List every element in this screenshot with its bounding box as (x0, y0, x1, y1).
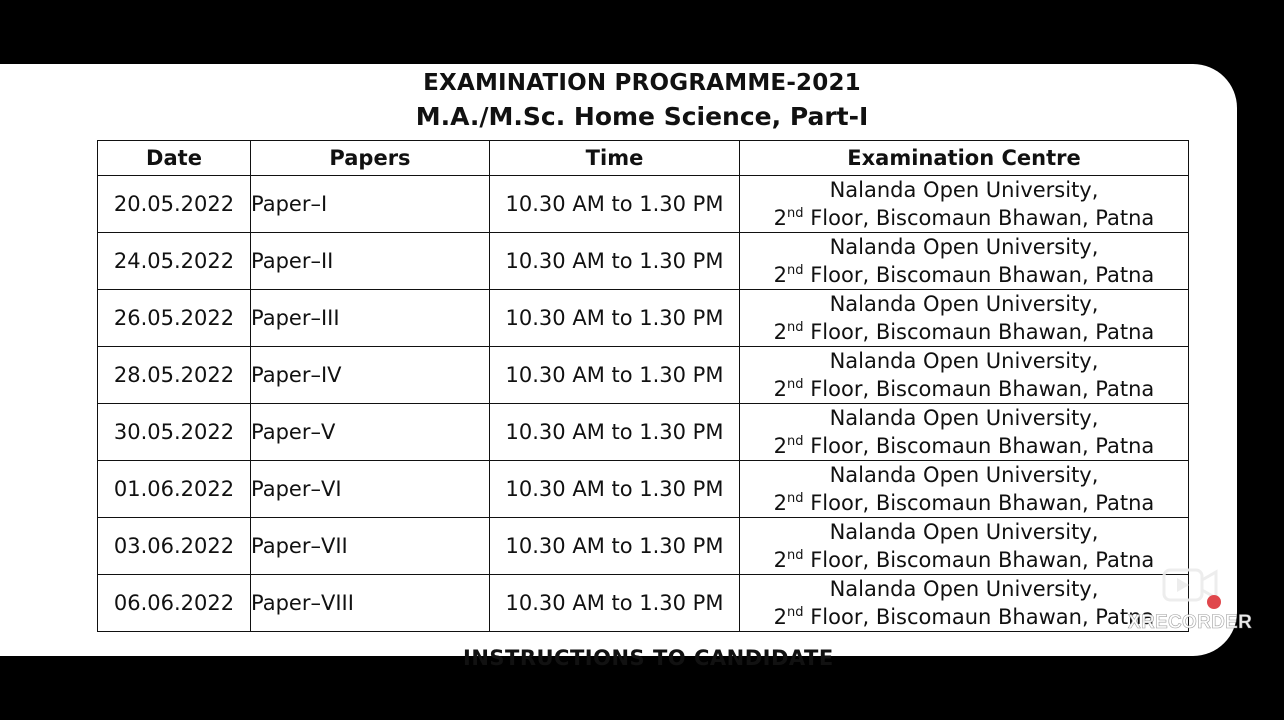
cell-time: 10.30 AM to 1.30 PM (490, 404, 740, 461)
table-row (98, 404, 1189, 461)
centre-floor-number: 2 (773, 320, 788, 344)
centre-floor-number: 2 (773, 548, 788, 572)
centre-name: Nalanda Open University, (829, 406, 1099, 430)
header-centre: Examination Centre (740, 141, 1189, 176)
document-subtitle: M.A./M.Sc. Home Science, Part-I (415, 102, 869, 131)
cell-centre (740, 290, 1189, 347)
centre-address-text: Floor, Biscomaun Bhawan, Patna (803, 320, 1155, 344)
centre-floor-suffix: nd (787, 263, 804, 278)
instructions-heading-partial: INSTRUCTIONS TO CANDIDATE (463, 646, 834, 670)
cell-centre (740, 176, 1189, 233)
table-row (98, 575, 1189, 632)
cell-paper: Paper–VII (251, 518, 490, 575)
cell-time: 10.30 AM to 1.30 PM (490, 233, 740, 290)
centre-floor-number: 2 (773, 206, 788, 230)
centre-address (740, 603, 1188, 631)
document-title: EXAMINATION PROGRAMME-2021 (423, 70, 861, 96)
cell-paper: Paper–VIII (251, 575, 490, 632)
centre-address-text: Floor, Biscomaun Bhawan, Patna (803, 548, 1155, 572)
cell-time: 10.30 AM to 1.30 PM (490, 575, 740, 632)
table-header-row (98, 141, 1189, 176)
table-row (98, 176, 1189, 233)
exam-schedule-table (97, 140, 1189, 632)
cell-date: 20.05.2022 (98, 176, 251, 233)
cell-date: 30.05.2022 (98, 404, 251, 461)
cell-centre (740, 233, 1189, 290)
centre-floor-number: 2 (773, 263, 788, 287)
centre-floor-suffix: nd (787, 320, 804, 335)
cell-date: 26.05.2022 (98, 290, 251, 347)
cell-date: 01.06.2022 (98, 461, 251, 518)
header-date: Date (98, 141, 251, 176)
xrecorder-watermark (1128, 564, 1268, 644)
cell-time: 10.30 AM to 1.30 PM (490, 290, 740, 347)
video-camera-icon (1160, 564, 1224, 610)
centre-floor-suffix: nd (787, 605, 804, 620)
cell-centre (740, 518, 1189, 575)
record-dot-icon (1207, 595, 1221, 609)
table-row (98, 461, 1189, 518)
cell-centre (740, 404, 1189, 461)
centre-floor-suffix: nd (787, 206, 804, 221)
cell-date: 06.06.2022 (98, 575, 251, 632)
centre-name: Nalanda Open University, (829, 349, 1099, 373)
header-time: Time (490, 141, 740, 176)
cell-centre (740, 347, 1189, 404)
cell-paper: Paper–I (251, 176, 490, 233)
table-row (98, 290, 1189, 347)
cell-time: 10.30 AM to 1.30 PM (490, 461, 740, 518)
cell-time: 10.30 AM to 1.30 PM (490, 347, 740, 404)
centre-address-text: Floor, Biscomaun Bhawan, Patna (803, 491, 1155, 515)
centre-floor-suffix: nd (787, 377, 804, 392)
centre-address-text: Floor, Biscomaun Bhawan, Patna (803, 605, 1155, 629)
centre-address (740, 318, 1188, 346)
centre-address (740, 432, 1188, 460)
cell-date: 24.05.2022 (98, 233, 251, 290)
centre-address-text: Floor, Biscomaun Bhawan, Patna (803, 434, 1155, 458)
watermark-text: XRECORDER (1128, 612, 1253, 633)
table-row (98, 233, 1189, 290)
table-row (98, 518, 1189, 575)
cell-centre (740, 461, 1189, 518)
centre-name: Nalanda Open University, (829, 178, 1099, 202)
header-papers: Papers (251, 141, 490, 176)
cell-paper: Paper–V (251, 404, 490, 461)
centre-floor-number: 2 (773, 377, 788, 401)
cell-centre (740, 575, 1189, 632)
centre-address-text: Floor, Biscomaun Bhawan, Patna (803, 377, 1155, 401)
centre-floor-suffix: nd (787, 434, 804, 449)
cell-paper: Paper–IV (251, 347, 490, 404)
centre-name: Nalanda Open University, (829, 577, 1099, 601)
cell-paper: Paper–VI (251, 461, 490, 518)
centre-address (740, 546, 1188, 574)
centre-address-text: Floor, Biscomaun Bhawan, Patna (803, 263, 1155, 287)
centre-floor-number: 2 (773, 434, 788, 458)
cell-date: 28.05.2022 (98, 347, 251, 404)
centre-address (740, 204, 1188, 232)
cell-date: 03.06.2022 (98, 518, 251, 575)
centre-floor-suffix: nd (787, 548, 804, 563)
centre-floor-number: 2 (773, 491, 788, 515)
centre-address-text: Floor, Biscomaun Bhawan, Patna (803, 206, 1155, 230)
cell-time: 10.30 AM to 1.30 PM (490, 176, 740, 233)
centre-name: Nalanda Open University, (829, 292, 1099, 316)
cell-time: 10.30 AM to 1.30 PM (490, 518, 740, 575)
table-row (98, 347, 1189, 404)
centre-name: Nalanda Open University, (829, 520, 1099, 544)
centre-floor-suffix: nd (787, 491, 804, 506)
centre-address (740, 489, 1188, 517)
centre-name: Nalanda Open University, (829, 235, 1099, 259)
centre-address (740, 375, 1188, 403)
centre-floor-number: 2 (773, 605, 788, 629)
cell-paper: Paper–II (251, 233, 490, 290)
cell-paper: Paper–III (251, 290, 490, 347)
centre-name: Nalanda Open University, (829, 463, 1099, 487)
centre-address (740, 261, 1188, 289)
document-page (0, 64, 1237, 670)
